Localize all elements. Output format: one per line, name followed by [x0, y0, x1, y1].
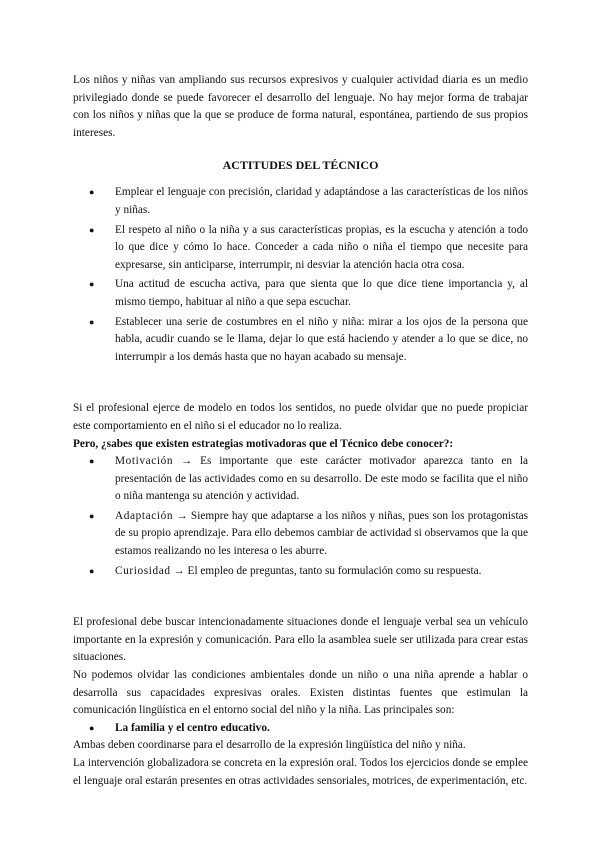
- bullet-icon: ●: [89, 565, 95, 576]
- strategies-question: Pero, ¿sabes que existen estrategias motivadoras que el Técnico debe conocer?:: [73, 437, 454, 450]
- list-item: ● Establecer una serie de costumbres en el niño y niña: mirar a los ojos de la persona que habla, acudir cuando se le llama, dejar lo que está haciendo y atender a lo que se dice, no interrumpir a los demás hasta que no hayan acabado su mensaje.: [89, 315, 528, 363]
- list-item: [73, 508, 528, 561]
- list-item: ● Una actitud de escucha activa, para que sienta que lo que dice tiene importancia y, al mismo tiempo, habituar al niño a que sepa escuchar.: [89, 278, 528, 308]
- strategy-term: Motivación: [115, 455, 174, 468]
- strategy-text: → Siempre hay que adaptarse a los niños y niñas, pues son los protagonistas de su propio aprendizaje. Para ello debemos cambiar de actividad si observamos que la que estamos realizando no les interesa o les aburre.: [115, 509, 528, 558]
- verbal-paragraph: El profesional debe buscar intencionadamente situaciones donde el lenguaje verbal sea un vehículo importante en la expresión y comunicación. Para ello la asamblea suele ser utilizada para crear estas situaciones.: [73, 616, 528, 664]
- document-page: [73, 72, 528, 790]
- globalizing-paragraph: La intervención globalizadora se concreta en la expresión oral. Todos los ejercicios donde se emplee el lenguaje oral estarán presentes en otras actividades sensoriales, motrices, de experimentación, etc.: [73, 757, 528, 787]
- bullet-icon: ●: [89, 279, 95, 290]
- coordinate-paragraph: Ambas deben coordinarse para el desarrollo de la expresión lingüística del niño y niña.: [73, 739, 466, 752]
- list-item: [73, 453, 528, 506]
- list-item: [73, 563, 528, 581]
- strategy-term: Adaptación: [115, 509, 174, 522]
- intro-paragraph: Los niños y niñas van ampliando sus recursos expresivos y cualquier actividad diaria es un medio privilegiado donde se puede favorecer el desarrollo del lenguaje. No hay mejor forma de trabajar con los niños y niñas que la que se produce de forma natural, espontánea, partiendo de sus propios intereses.: [73, 74, 528, 139]
- sources-list: [73, 720, 528, 738]
- strategies-list: [73, 453, 528, 580]
- environment-paragraph: No podemos olvidar las condiciones ambientales donde un niño o una niña aprende a hablar o desarrolla sus capacidades expresivas orales. Existen distintas fuentes que estimulan la comunicación lingüística en el entorno social del niño y la niña. Las principales son:: [73, 669, 528, 717]
- bullet-icon: ●: [89, 187, 95, 198]
- strategy-text: → El empleo de preguntas, tanto su formulación como su respuesta.: [170, 564, 482, 577]
- bullet-icon: ●: [89, 316, 95, 327]
- list-item: ● Emplear el lenguaje con precisión, claridad y adaptándose a las características de los niños y niñas.: [89, 186, 528, 216]
- attitudes-list: [73, 184, 528, 366]
- section-heading: ACTITUDES DEL TÉCNICO: [222, 158, 379, 173]
- bullet-icon: ●: [89, 510, 95, 521]
- bullet-icon: ●: [89, 722, 95, 733]
- strategy-text: → Es importante que este carácter motivador aparezca tanto en la presentación de las actividades como en su desarrollo. De este modo se facilita que el niño o niña mantenga su atención y actividad.: [115, 455, 528, 503]
- model-paragraph: Si el profesional ejerce de modelo en todos los sentidos, no puede olvidar que no puede propiciar este comportamiento en el niño si el educador no lo realiza.: [73, 402, 528, 432]
- list-item: ● La familia y el centro educativo.: [73, 720, 528, 738]
- bullet-icon: ●: [89, 456, 95, 467]
- list-item: ● El respeto al niño o la niña y a sus características propias, es la escucha y atención a todo lo que dice y cómo lo hace. Conceder a cada niño o niña el tiempo que necesite para expresarse, sin anticiparse, interrumpir, ni desviar la atención hacia otra cosa.: [89, 223, 528, 271]
- strategy-term: Curiosidad: [115, 564, 171, 577]
- bullet-icon: ●: [89, 224, 95, 235]
